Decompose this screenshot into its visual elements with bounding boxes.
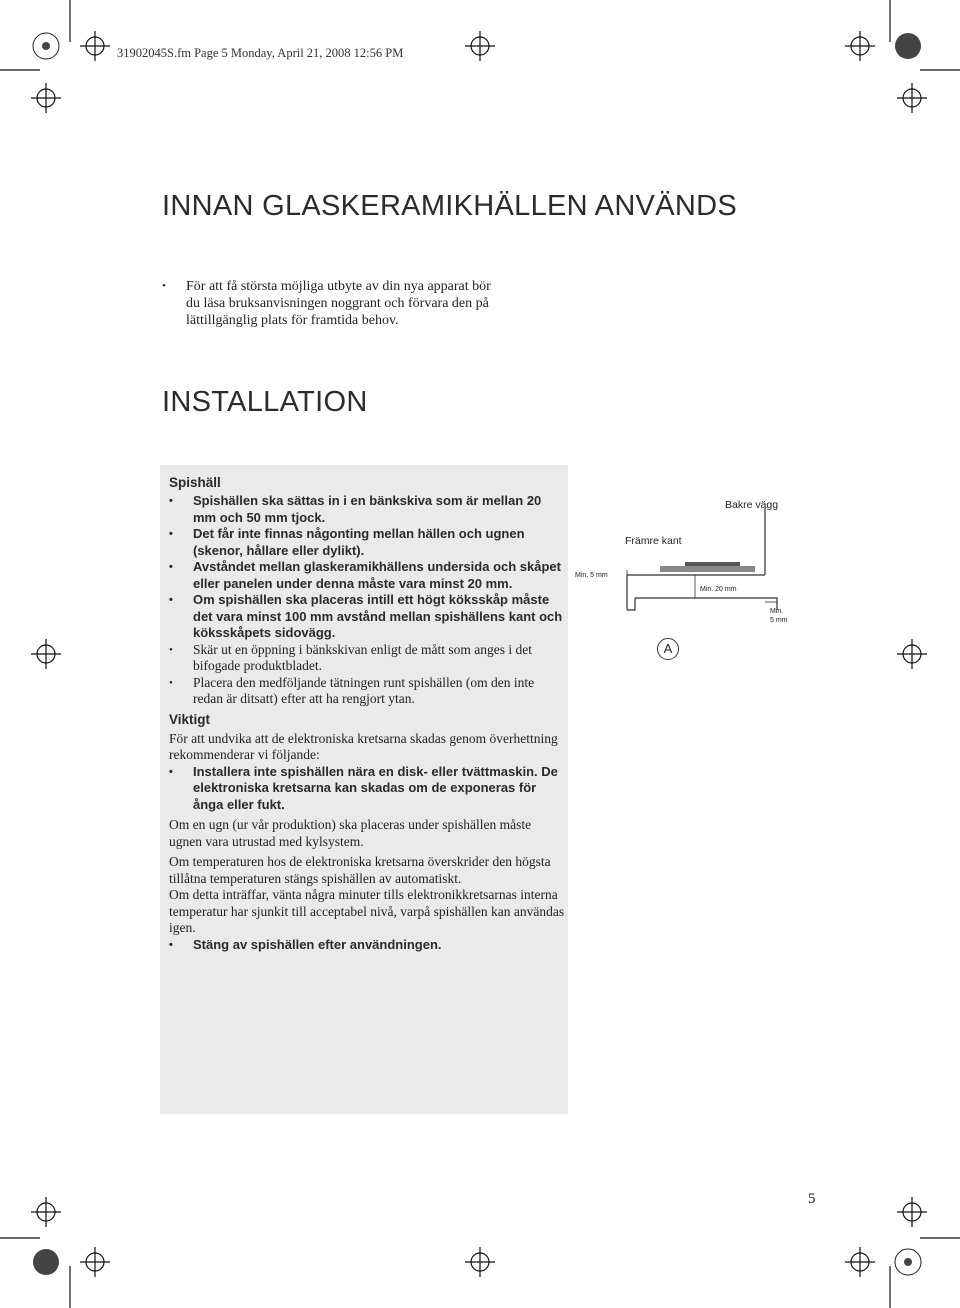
list-item: • Om spishällen ska placeras intill ett högt köksskåp måste det vara minst 100 mm avstånd mellan spishällens kant och köksskåpets sidovägg.: [169, 592, 565, 642]
list-item: • Stäng av spishällen efter användningen.: [169, 937, 565, 954]
section-title-before-use: INNAN GLASKERAMIKHÄLLEN ANVÄNDS: [162, 190, 737, 222]
paragraph-oven: Om en ugn (ur vår produktion) ska placeras under spishällen måste ugnen vara utrustad med kylsystem.: [169, 817, 532, 849]
intro-bullet-list: [162, 278, 492, 329]
list-item: • Skär ut en öppning i bänkskivan enligt de mått som anges i det bifogade produktbladet.: [169, 642, 565, 675]
label-front-edge: Främre kant: [625, 535, 682, 547]
list-item: • Det får inte finnas någonting mellan hällen och ugnen (skenor, hållare eller dylikt).: [169, 526, 565, 559]
label-back-wall: Bakre vägg: [725, 499, 779, 511]
installation-diagram: [565, 490, 805, 665]
paragraph-wait: Om detta inträffar, vänta några minuter tills elektronikkretsarnas interna temperatur har sjunkit till acceptabel nivå, varpå spishällen kan användas igen.: [169, 887, 565, 935]
viktigt-bullet-list: [169, 764, 565, 814]
viktigt-intro: För att undvika att de elektroniska kretsarna skadas genom överhettning rekommenderar vi följande:: [169, 730, 558, 762]
list-item: • Avståndet mellan glaskeramikhällens undersida och skåpet eller panelen under denna måste vara minst 20 mm.: [169, 559, 565, 592]
normal-bullet-list: [169, 642, 565, 708]
label-min-20mm: Min. 20 mm: [700, 586, 737, 593]
list-item: • För att få största möjliga utbyte av din nya apparat bör du läsa bruksanvisningen noggrant och förvara den på lättillgänglig plats för framtida behov.: [162, 278, 492, 329]
list-item: • Installera inte spishällen nära en disk- eller tvättmaskin. De elektroniska kretsarna kan skadas om de exponeras för ånga eller fukt.: [169, 764, 565, 814]
paragraph-temperature: Om temperaturen hos de elektroniska kretsarna överskrider den högsta tillåtna temperaturen stängs spishällen av automatiskt.: [169, 854, 551, 886]
subheading-spishall: Spishäll: [169, 475, 221, 490]
figure-letter-circle: A: [657, 638, 679, 660]
bold-bullet-list: [169, 493, 565, 642]
page-number: 5: [808, 1191, 816, 1207]
label-min-side-1: Min.: [770, 608, 784, 615]
installation-content: [169, 474, 565, 953]
label-min-5mm: Min. 5 mm: [575, 572, 608, 579]
list-item: • Placera den medföljande tätningen runt spishällen (om den inte redan är ditsatt) efter att ha rengjort ytan.: [169, 675, 565, 708]
label-min-side-2: 5 mm: [770, 617, 788, 624]
final-bullet-list: [169, 937, 565, 954]
section-title-installation: INSTALLATION: [162, 386, 368, 418]
subheading-viktigt: Viktigt: [169, 711, 211, 727]
file-info-header: 31902045S.fm Page 5 Monday, April 21, 2008 12:56 PM: [117, 46, 404, 60]
list-item: • Spishällen ska sättas in i en bänkskiva som är mellan 20 mm och 50 mm tjock.: [169, 493, 565, 526]
